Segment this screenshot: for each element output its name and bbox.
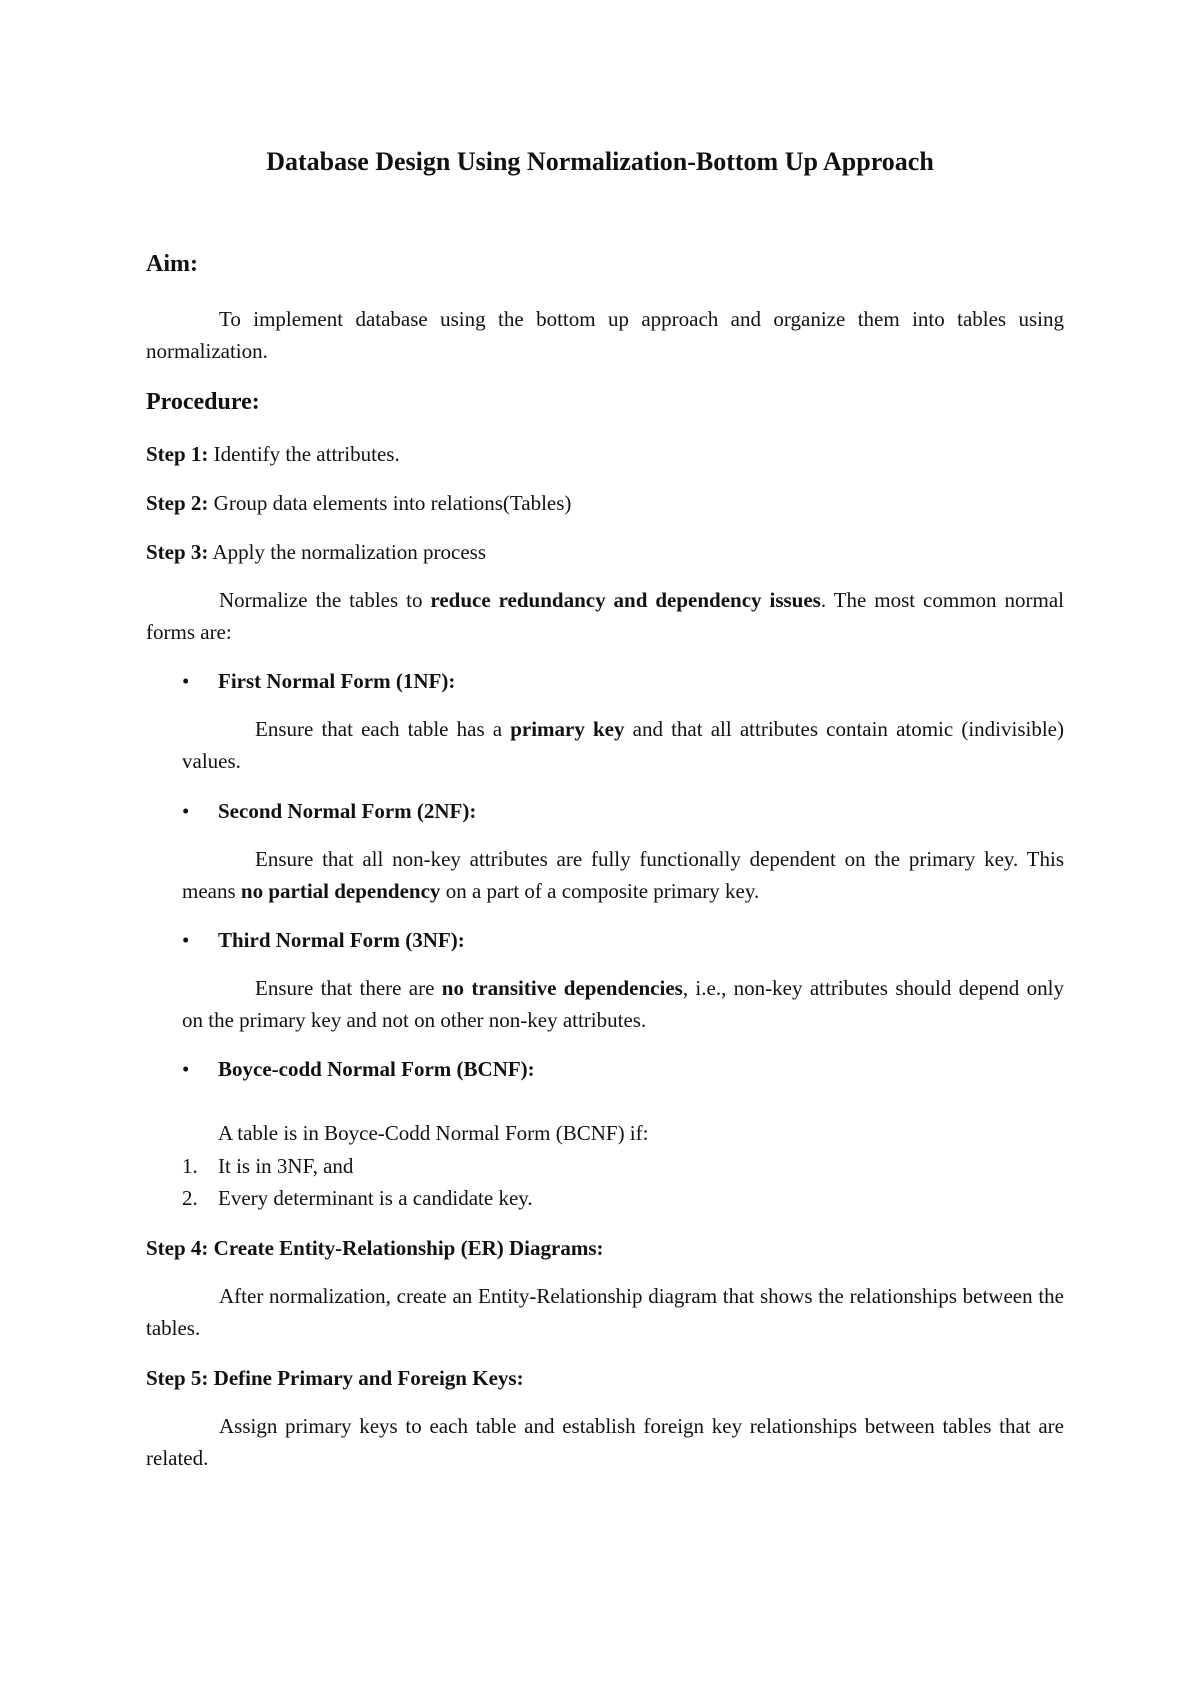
normalize-after: . The most common normal forms are: (146, 588, 1064, 644)
step-5-text: Assign primary keys to each table and establish foreign key relationships between tables that are related. (146, 1414, 1064, 1470)
step-2 (146, 487, 571, 519)
step-1 (146, 438, 400, 470)
page-title: Database Design Using Normalization-Bottom Up Approach (266, 147, 934, 176)
form-3nf-label: Third Normal Form (3NF): (218, 928, 465, 952)
normalize-before: Normalize the tables to (219, 588, 431, 612)
bullet-icon: • (182, 669, 190, 693)
form-2nf-label: Second Normal Form (2NF): (218, 799, 477, 823)
form-2nf-before: Ensure that all non-key attributes are fully functionally dependent on the primary key. This means (182, 847, 1064, 903)
list-number: 2. (182, 1186, 198, 1210)
list-item-text: Every determinant is a candidate key. (218, 1186, 533, 1210)
bullet-icon: • (182, 1057, 190, 1081)
step-2-label: Step 2: (146, 491, 209, 515)
normalize-paragraph (146, 584, 1064, 648)
bcnf-intro: A table is in Boyce-Codd Normal Form (BCNF) if: (218, 1121, 649, 1145)
aim-text: To implement database using the bottom up approach and organize them into tables using normalization. (146, 307, 1064, 363)
form-bcnf-title (182, 1053, 535, 1085)
list-item-text: It is in 3NF, and (218, 1154, 354, 1178)
bcnf-item-2 (182, 1182, 533, 1214)
aim-heading: Aim: (146, 251, 198, 277)
step-5-label: Step 5: Define Primary and Foreign Keys: (146, 1366, 524, 1390)
form-2nf-text (182, 843, 1064, 907)
form-3nf-after: , i.e., non-key attributes should depend only on the primary key and not on other non-key attributes. (182, 976, 1064, 1032)
step-3-text: Apply the normalization process (208, 540, 487, 564)
form-3nf-title (182, 924, 465, 956)
step-4-label: Step 4: Create Entity-Relationship (ER) Diagrams: (146, 1236, 604, 1260)
step-4-text: After normalization, create an Entity-Relationship diagram that shows the relationships between the tables. (146, 1284, 1064, 1340)
form-1nf-before: Ensure that each table has a (255, 717, 511, 741)
procedure-heading: Procedure: (146, 389, 260, 415)
form-3nf-before: Ensure that there are (255, 976, 442, 1000)
form-bcnf-label: Boyce-codd Normal Form (BCNF): (218, 1057, 535, 1081)
form-3nf-bold: no transitive dependencies (441, 976, 683, 1000)
step-3-label: Step 3: (146, 540, 209, 564)
normalize-bold: reduce redundancy and dependency issues (430, 588, 821, 612)
form-1nf-bold: primary key (510, 717, 625, 741)
form-1nf-label: First Normal Form (1NF): (218, 669, 456, 693)
form-1nf-title (182, 665, 455, 697)
list-number: 1. (182, 1154, 198, 1178)
form-2nf-bold: no partial dependency (240, 879, 441, 903)
form-2nf-after: on a part of a composite primary key. (440, 879, 760, 903)
form-1nf-text (182, 713, 1064, 777)
form-1nf-after: and that all attributes contain atomic (indivisible) values. (182, 717, 1064, 773)
bullet-icon: • (182, 928, 190, 952)
step-1-label: Step 1: (146, 442, 209, 466)
bullet-icon: • (182, 799, 190, 823)
form-2nf-title (182, 795, 476, 827)
step-1-text: Identify the attributes. (208, 442, 400, 466)
step-2-text: Group data elements into relations(Tables) (208, 491, 572, 515)
form-3nf-text (182, 972, 1064, 1036)
step-3 (146, 536, 486, 568)
bcnf-item-1 (182, 1150, 353, 1182)
